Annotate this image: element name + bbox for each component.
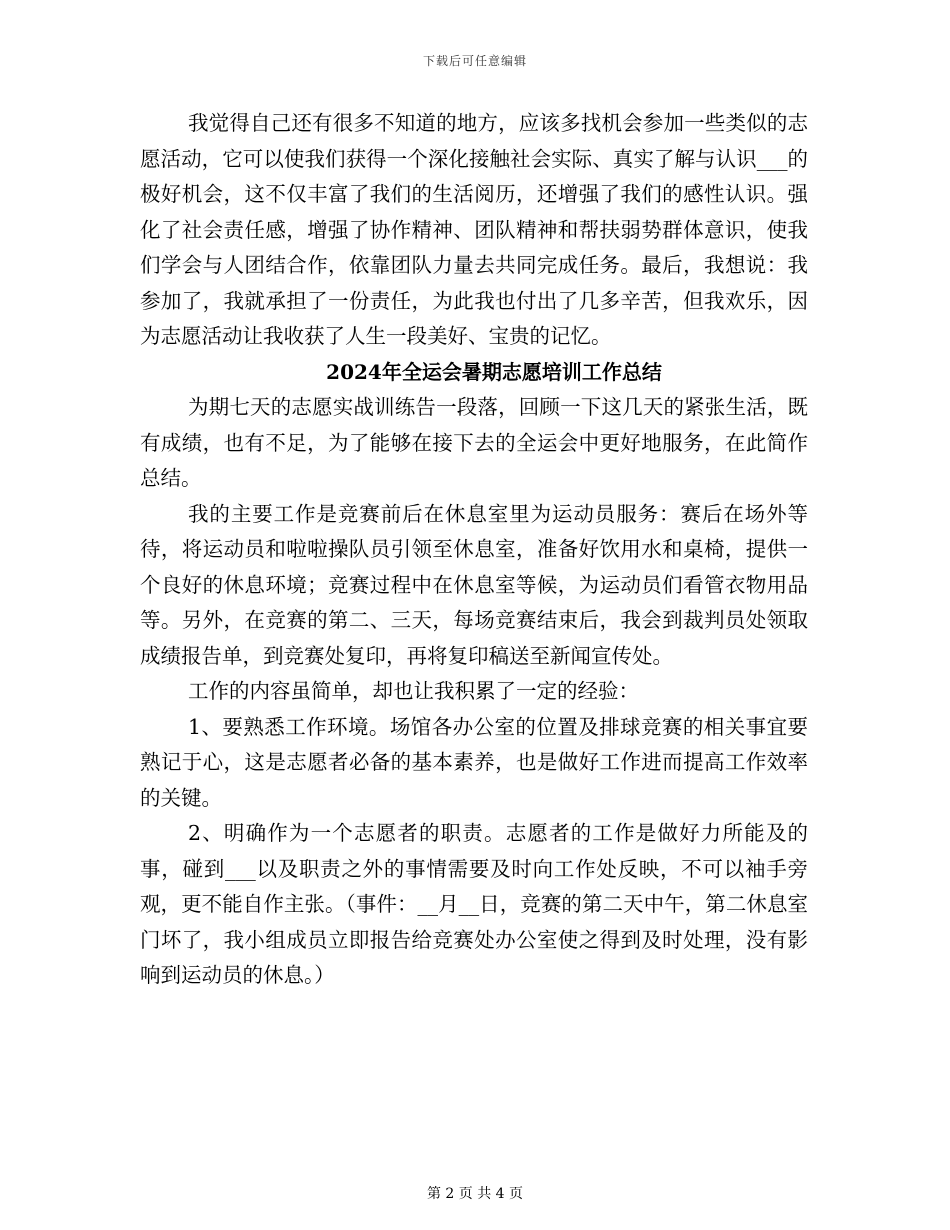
section-title: 2024年全运会暑期志愿培训工作总结 (326, 359, 662, 384)
paragraph: 工作的内容虽简单，却也让我积累了一定的经验： (188, 679, 639, 703)
document-body (140, 106, 808, 994)
paragraph: 2、明确作为一个志愿者的职责。志愿者的工作是做好力所能及的事，碰到___以及职责之外的事情需要及时向工作处反映，不可以袖手旁观，更不能自作主张。（事件：__月__日，竞赛的第二天中午，第二休息室门坏了，我小组成员立即报告给竞赛处办公室使之得到及时处理，没有影响到运动员的休息。） (140, 821, 808, 987)
page-header: 下载后可任意编辑 (422, 54, 527, 68)
paragraph: 为期七天的志愿实战训练告一段落，回顾一下这几天的紧张生活，既有成绩，也有不足，为了能够在接下去的全运会中更好地服务，在此简作总结。 (140, 395, 808, 490)
paragraph: 我的主要工作是竞赛前后在休息室里为运动员服务：赛后在场外等待，将运动员和啦啦操队员引领至休息室，准备好饮用水和桌椅，提供一个良好的休息环境；竞赛过程中在休息室等候，为运动员们看管衣物用品等。另外，在竞赛的第二、三天，每场竞赛结束后，我会到裁判员处领取成绩报告单，到竞赛处复印，再将复印稿送至新闻宣传处。 (140, 501, 808, 668)
paragraph: 1、要熟悉工作环境。场馆各办公室的位置及排球竞赛的相关事宜要熟记于心，这是志愿者必备的基本素养，也是做好工作进而提高工作效率的关键。 (140, 714, 808, 810)
paragraph: 我觉得自己还有很多不知道的地方，应该多找机会参加一些类似的志愿活动，它可以使我们获得一个深化接触社会实际、真实了解与认识___的极好机会，这不仅丰富了我们的生活阅历，还增强了我们的感性认识。强化了社会责任感，增强了协作精神、团队精神和帮扶弱势群体意识，使我们学会与人团结合作，依靠团队力量去共同完成任务。最后，我想说：我参加了，我就承担了一份责任，为此我也付出了几多辛苦，但我欢乐，因为志愿活动让我收获了人生一段美好、宝贵的记忆。 (140, 111, 808, 348)
page-footer: 第 2 页 共 4 页 (426, 1186, 524, 1202)
